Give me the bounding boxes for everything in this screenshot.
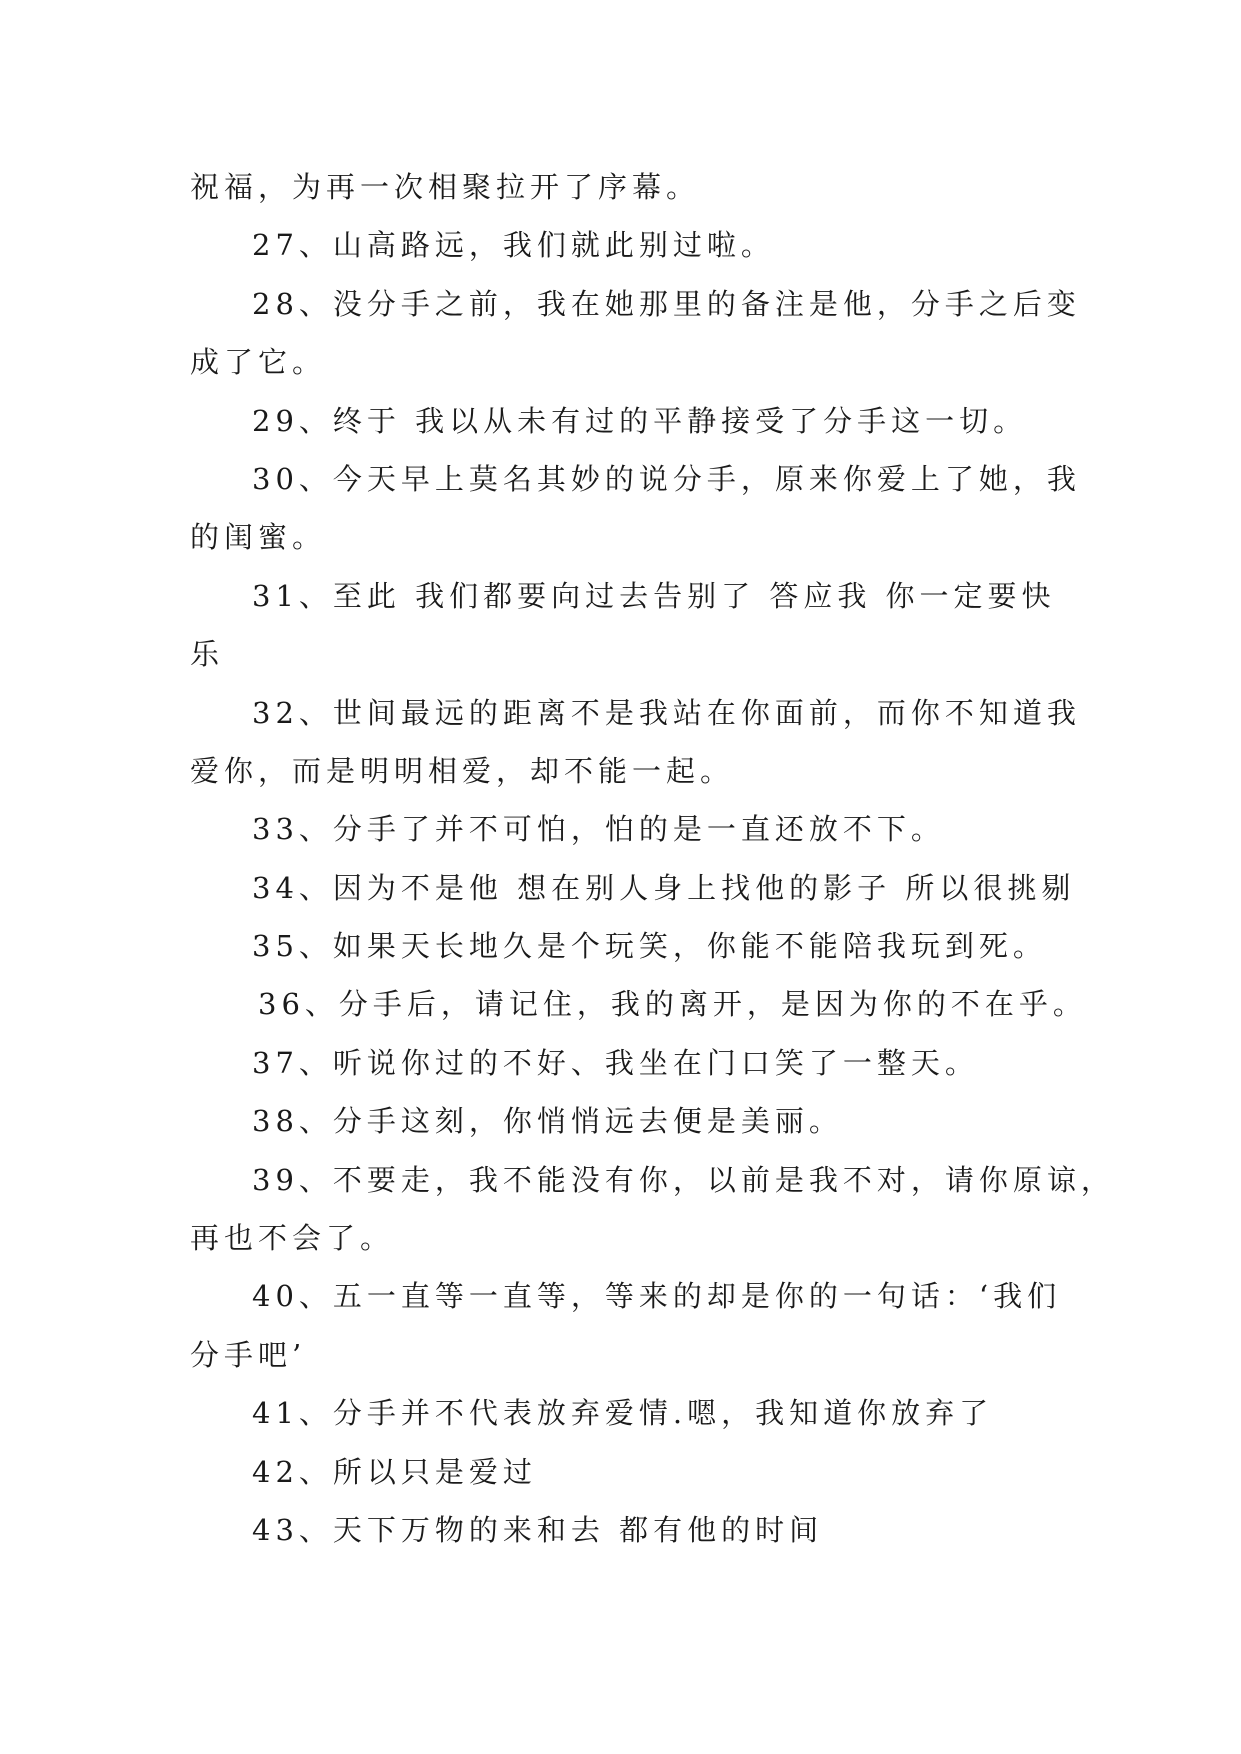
text-line: 37、听说你过的不好、我坐在门口笑了一整天。 bbox=[252, 1045, 979, 1080]
text-line: 36、分手后，请记住，我的离开，是因为你的不在乎。 bbox=[258, 987, 1087, 1022]
text-line: 分手吧’ bbox=[190, 1337, 307, 1372]
text-line: 32、世间最远的距离不是我站在你面前，而你不知道我 bbox=[252, 695, 1081, 730]
text-line: 28、没分手之前，我在她那里的备注是他，分手之后变 bbox=[252, 286, 1081, 321]
text-line: 30、今天早上莫名其妙的说分手，原来你爱上了她，我 bbox=[252, 461, 1081, 496]
text-line: 40、五一直等一直等，等来的却是你的一句话：‘我们 bbox=[252, 1279, 1062, 1314]
text-line: 41、分手并不代表放弃爱情.嗯，我知道你放弃了 bbox=[252, 1396, 994, 1431]
text-line: 42、所以只是爱过 bbox=[252, 1454, 537, 1489]
text-line: 43、天下万物的来和去 都有他的时间 bbox=[252, 1512, 824, 1547]
text-line: 29、终于 我以从未有过的平静接受了分手这一切。 bbox=[252, 403, 1028, 438]
text-line: 再也不会了。 bbox=[190, 1221, 395, 1256]
text-line: 祝福，为再一次相聚拉开了序幕。 bbox=[190, 170, 701, 204]
document-body bbox=[190, 158, 1115, 1559]
text-line: 成了它。 bbox=[190, 345, 327, 380]
text-line: 34、因为不是他 想在别人身上找他的影子 所以很挑剔 bbox=[252, 870, 1076, 905]
text-line: 31、至此 我们都要向过去告别了 答应我 你一定要快 bbox=[252, 578, 1056, 613]
text-line: 爱你，而是明明相爱，却不能一起。 bbox=[190, 753, 735, 788]
text-line: 39、不要走，我不能没有你，以前是我不对，请你原谅， bbox=[252, 1162, 1115, 1197]
text-line: 27、山高路远，我们就此别过啦。 bbox=[252, 228, 775, 263]
text-line: 35、如果天长地久是个玩笑，你能不能陪我玩到死。 bbox=[252, 929, 1047, 964]
text-line: 乐 bbox=[190, 637, 225, 672]
text-line: 33、分手了并不可怕，怕的是一直还放不下。 bbox=[252, 812, 945, 847]
text-line: 38、分手这刻，你悄悄远去便是美丽。 bbox=[252, 1104, 843, 1139]
text-line: 的闺蜜。 bbox=[190, 520, 327, 555]
